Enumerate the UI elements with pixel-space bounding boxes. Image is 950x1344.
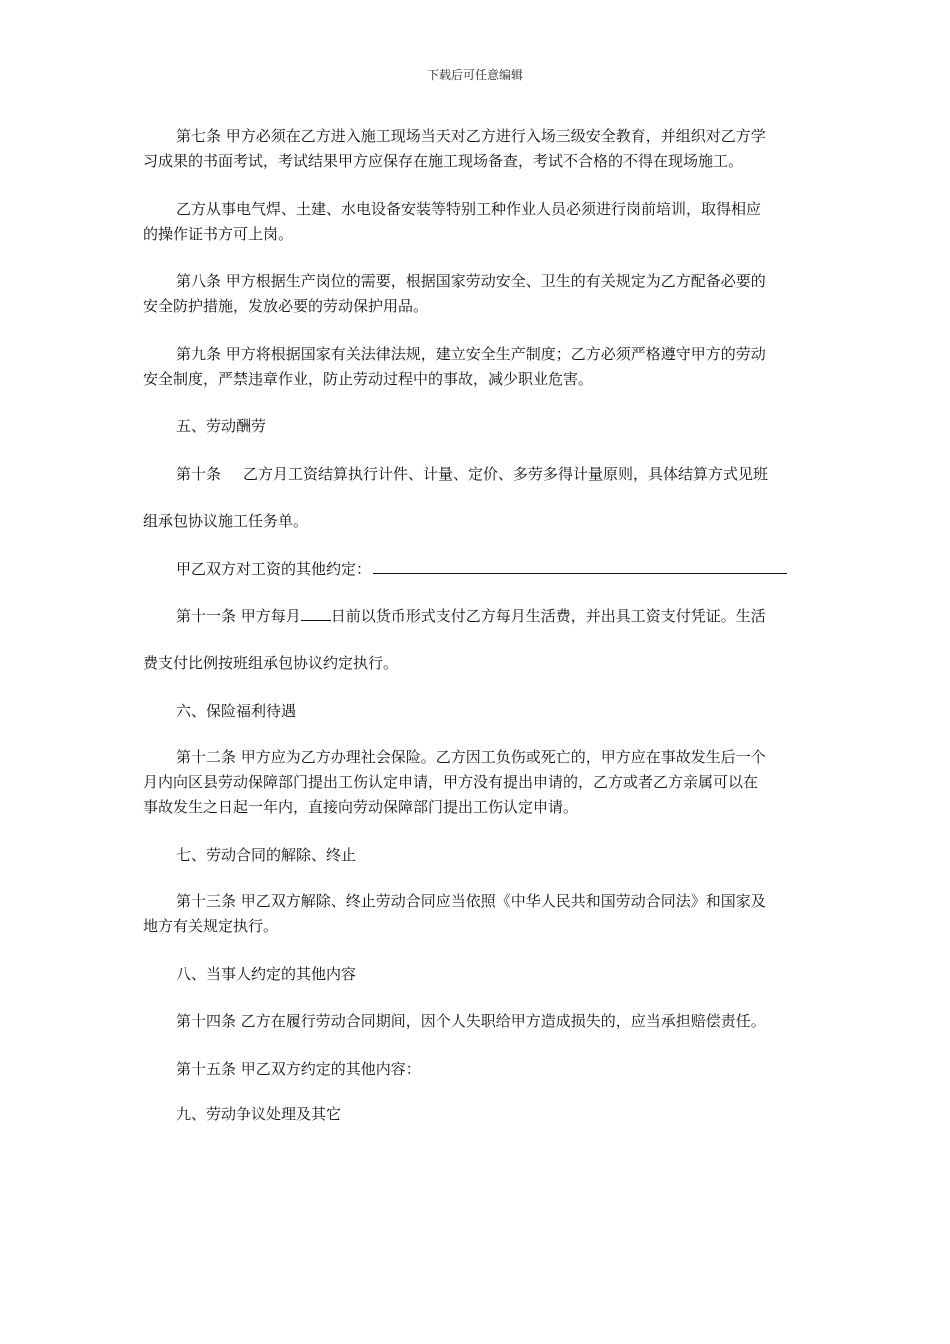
article-11-day-blank[interactable] bbox=[301, 604, 331, 621]
section-9-heading: 九、劳动争议处理及其它 bbox=[176, 1105, 342, 1123]
article-8 bbox=[143, 269, 808, 319]
article-10-line-1 bbox=[143, 462, 808, 487]
article-13-line-1: 第十三条 甲乙双方解除、终止劳动合同应当依照《中华人民共和国劳动合同法》和国家及 bbox=[176, 892, 766, 910]
article-10-label: 第十条 bbox=[176, 465, 222, 483]
article-14: 第十四条 乙方在履行劳动合同期间，因个人失职给甲方造成损失的，应当承担赔偿责任。 bbox=[176, 1012, 766, 1030]
page-header: 下载后可任意编辑 bbox=[426, 68, 523, 82]
section-6-heading: 六、保险福利待遇 bbox=[176, 702, 297, 720]
article-12-line-2: 月内向区县劳动保障部门提出工伤认定申请，甲方没有提出申请的，乙方或者乙方亲属可以在 bbox=[143, 773, 759, 791]
article-8-line-2: 安全防护措施，发放必要的劳动保护用品。 bbox=[143, 297, 429, 315]
special-workers-line-2: 的操作证书方可上岗。 bbox=[143, 225, 294, 243]
article-12-line-1: 第十二条 甲方应为乙方办理社会保险。乙方因工负伤或死亡的，甲方应在事故发生后一个 bbox=[176, 748, 766, 766]
article-10-line-2: 组承包协议施工任务单。 bbox=[143, 512, 309, 530]
article-10-text: 乙方月工资结算执行计件、计量、定价、多劳多得计量原则，具体结算方式见班 bbox=[243, 465, 769, 483]
article-11-part-a: 第十一条 甲方每月 bbox=[176, 607, 301, 625]
article-13-line-2: 地方有关规定执行。 bbox=[143, 917, 279, 935]
article-15: 第十五条 甲乙双方约定的其他内容： bbox=[176, 1060, 421, 1078]
article-9-line-1: 第九条 甲方将根据国家有关法律法规，建立安全生产制度；乙方必须严格遵守甲方的劳动 bbox=[176, 345, 766, 363]
wage-other-blank-line[interactable] bbox=[373, 557, 787, 574]
wage-other-agreement bbox=[143, 557, 808, 582]
article-9-line-2: 安全制度，严禁违章作业，防止劳动过程中的事故，减少职业危害。 bbox=[143, 370, 594, 388]
special-workers-paragraph bbox=[143, 197, 808, 247]
article-11-part-b: 日前以货币形式支付乙方每月生活费，并出具工资支付凭证。生活 bbox=[330, 607, 766, 625]
article-8-line-1: 第八条 甲方根据生产岗位的需要，根据国家劳动安全、卫生的有关规定为乙方配备必要的 bbox=[176, 272, 766, 290]
article-9 bbox=[143, 342, 808, 392]
article-13 bbox=[143, 889, 808, 939]
article-7-line-2: 习成果的书面考试，考试结果甲方应保存在施工现场备查，考试不合格的不得在现场施工。 bbox=[143, 152, 744, 170]
article-12 bbox=[143, 745, 808, 820]
article-12-line-3: 事故发生之日起一年内，直接向劳动保障部门提出工伤认定申请。 bbox=[143, 798, 579, 816]
article-7-line-1: 第七条 甲方必须在乙方进入施工现场当天对乙方进行入场三级安全教育，并组织对乙方学 bbox=[176, 127, 766, 145]
section-5-heading: 五、劳动酬劳 bbox=[176, 417, 267, 435]
article-7 bbox=[143, 124, 808, 174]
section-8-heading: 八、当事人约定的其他内容 bbox=[176, 965, 357, 983]
wage-other-label: 甲乙双方对工资的其他约定： bbox=[176, 560, 372, 578]
article-11-line-1 bbox=[143, 604, 808, 629]
article-11-line-2: 费支付比例按班组承包协议约定执行。 bbox=[143, 654, 399, 672]
section-7-heading: 七、劳动合同的解除、终止 bbox=[176, 846, 357, 864]
special-workers-line-1: 乙方从事电气焊、土建、水电设备安装等特别工种作业人员必须进行岗前培训，取得相应 bbox=[176, 200, 762, 218]
